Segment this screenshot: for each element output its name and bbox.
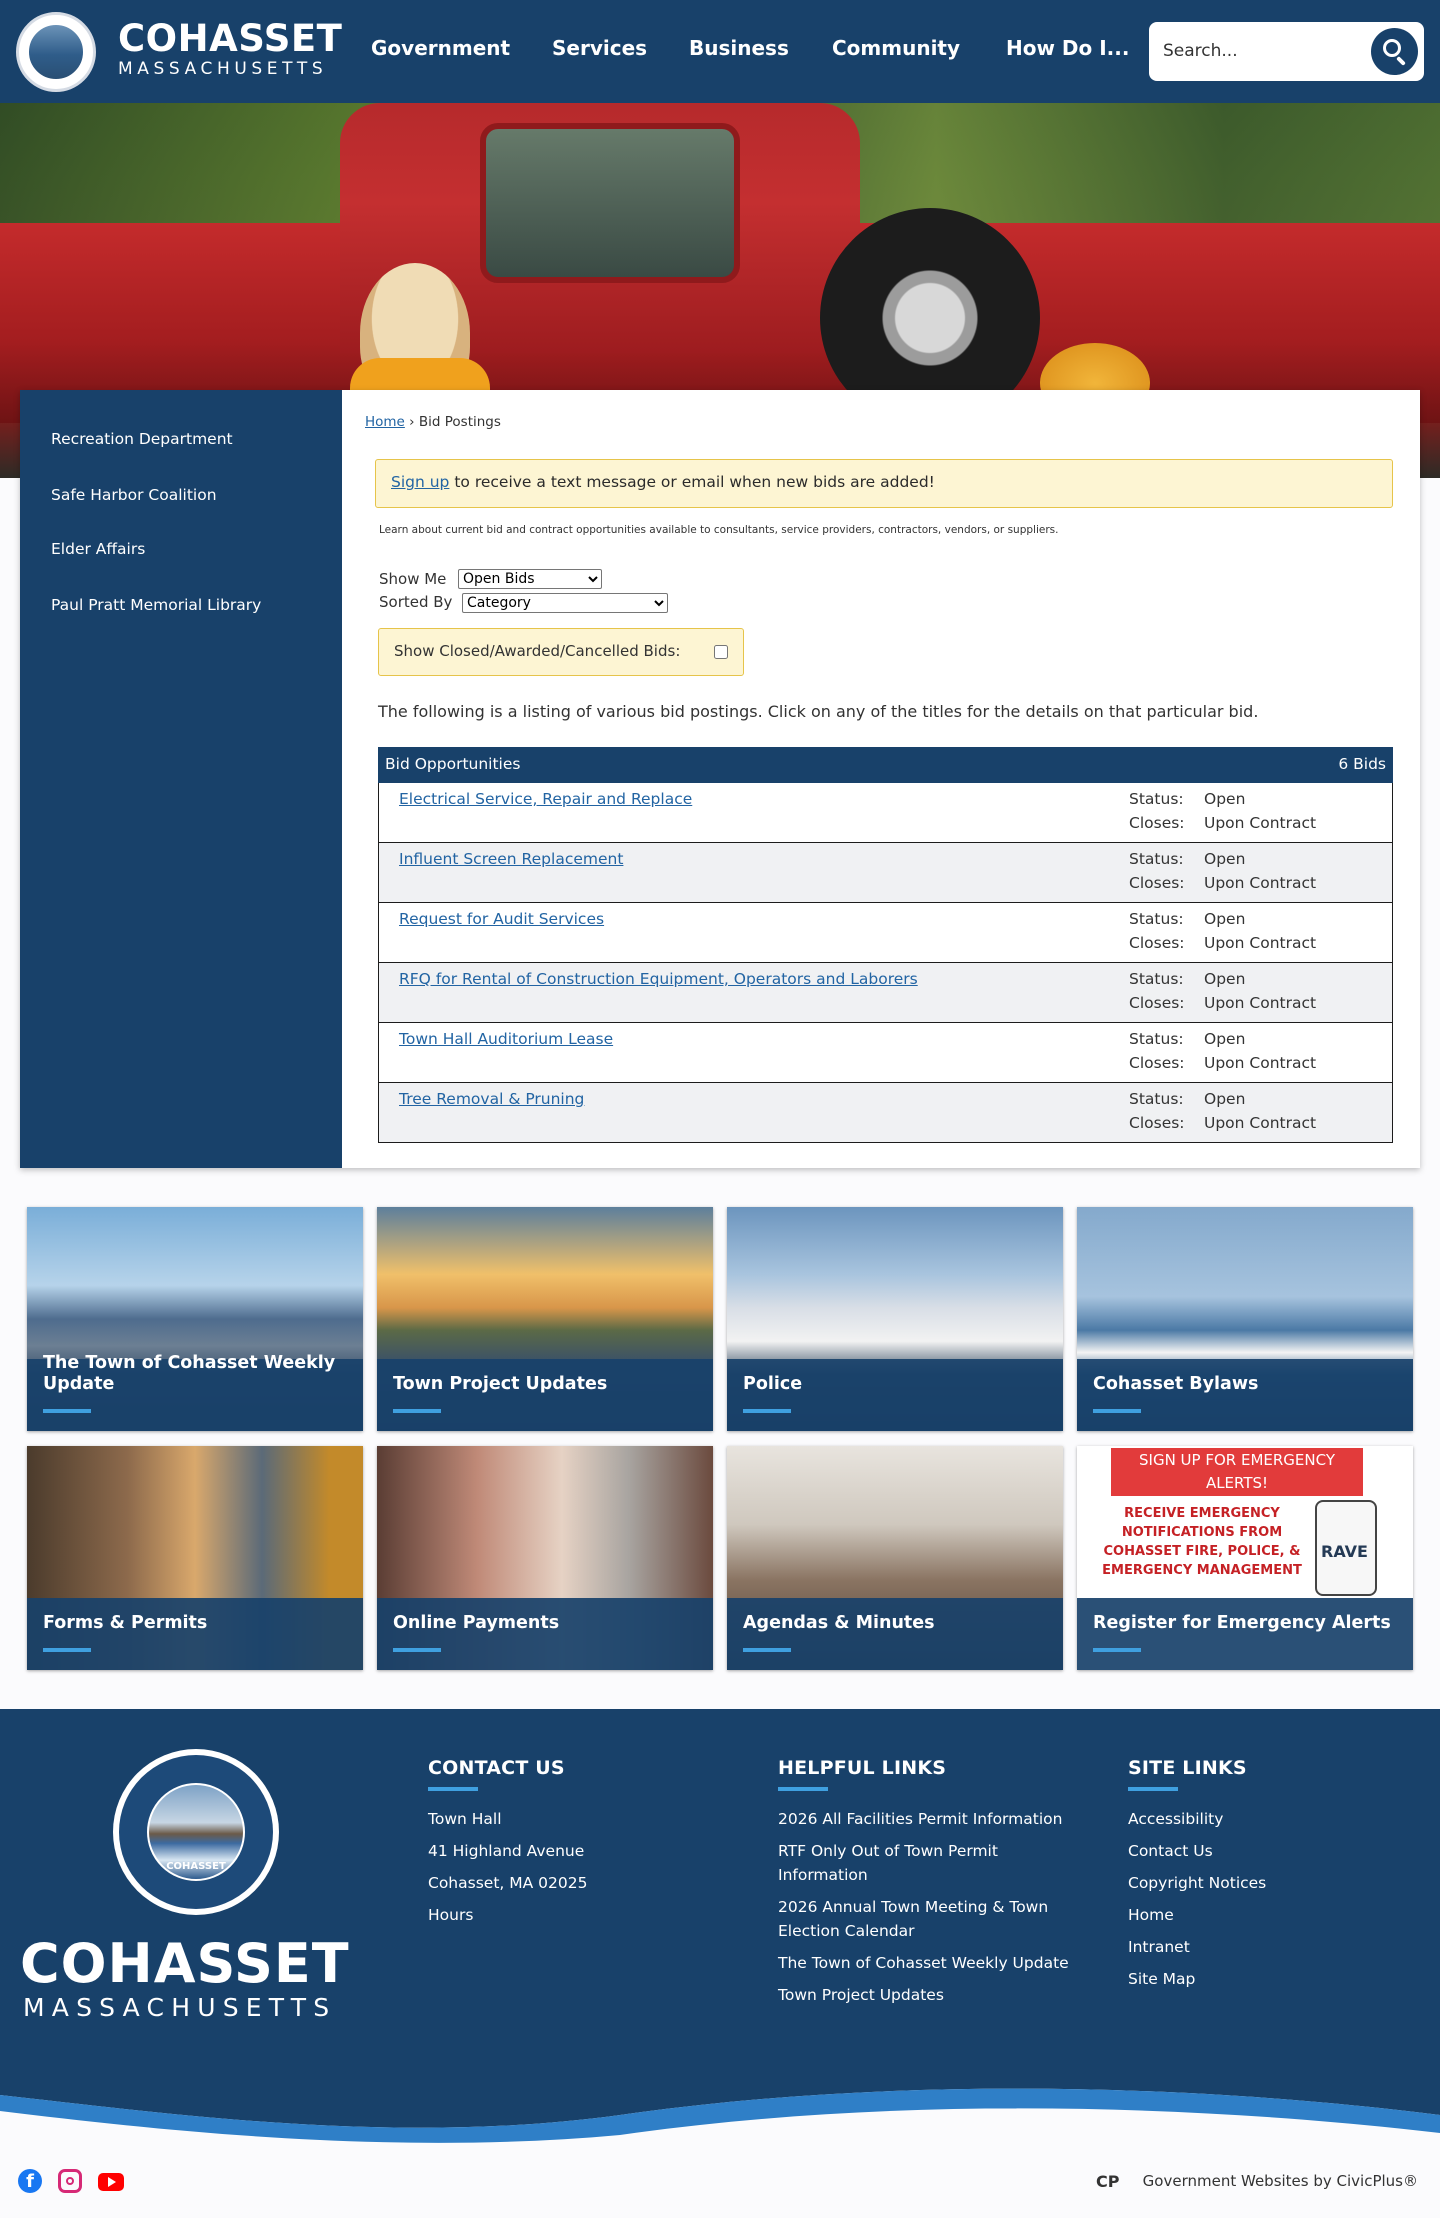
footer-wordmark xyxy=(20,1932,350,2023)
nav-community[interactable]: Community xyxy=(832,36,961,60)
breadcrumb xyxy=(365,414,501,430)
contact-line: 41 Highland Avenue xyxy=(428,1842,585,1860)
status-label: Status: xyxy=(1129,850,1184,868)
civicplus-link[interactable]: Government Websites by CivicPlus® xyxy=(1142,2172,1418,2190)
sidebar-item-safe-harbor[interactable]: Safe Harbor Coalition xyxy=(51,486,217,504)
tile-label: Forms & Permits xyxy=(43,1613,208,1633)
closes-value: Upon Contract xyxy=(1204,994,1317,1012)
status-value: Open xyxy=(1204,1030,1246,1048)
nav-business[interactable]: Business xyxy=(689,36,789,60)
bids-table xyxy=(378,747,1393,1143)
breadcrumb-current: Bid Postings xyxy=(418,414,501,430)
site-link[interactable]: Intranet xyxy=(1128,1938,1190,1956)
status-label: Status: xyxy=(1129,1030,1184,1048)
footer-wordmark-title: COHASSET xyxy=(20,1932,350,1995)
helpful-link[interactable]: The Town of Cohasset Weekly Update xyxy=(778,1954,1069,1972)
listing-description: The following is a listing of various bid postings. Click on any of the titles for the details on that particular bid. xyxy=(378,702,1259,721)
tile-label: Online Payments xyxy=(393,1613,560,1633)
closes-label: Closes: xyxy=(1129,1114,1185,1132)
show-closed-checkbox[interactable] xyxy=(714,645,728,659)
status-value: Open xyxy=(1204,970,1246,988)
show-me-select[interactable] xyxy=(458,569,602,589)
notify-text: to receive a text message or email when new bids are added! xyxy=(449,473,935,491)
bid-title-link[interactable]: Influent Screen Replacement xyxy=(399,850,624,868)
tile-label: Police xyxy=(743,1374,803,1394)
closes-label: Closes: xyxy=(1129,874,1185,892)
site-link[interactable]: Home xyxy=(1128,1906,1174,1924)
sidebar-item-library[interactable]: Paul Pratt Memorial Library xyxy=(51,596,262,614)
helpful-link[interactable]: 2026 Annual Town Meeting & Town Election Calendar xyxy=(778,1898,1049,1940)
closes-value: Upon Contract xyxy=(1204,1054,1317,1072)
table-row xyxy=(378,783,1393,843)
bid-title-link[interactable]: Town Hall Auditorium Lease xyxy=(399,1030,614,1048)
helpful-link[interactable]: Town Project Updates xyxy=(778,1986,944,2004)
alert-signup-banner: SIGN UP FOR EMERGENCY ALERTS! xyxy=(1111,1448,1363,1496)
footer-wordmark-subtitle: MASSACHUSETTS xyxy=(23,1993,337,2022)
breadcrumb-home-link[interactable]: Home xyxy=(365,414,405,430)
tile-bylaws[interactable] xyxy=(1077,1207,1413,1431)
tile-agendas-minutes[interactable] xyxy=(727,1446,1063,1670)
closes-value: Upon Contract xyxy=(1204,874,1317,892)
table-row xyxy=(378,963,1393,1023)
bids-table-title: Bid Opportunities xyxy=(385,755,521,773)
search-input[interactable] xyxy=(1163,37,1353,65)
search-button[interactable] xyxy=(1371,28,1418,75)
closes-label: Closes: xyxy=(1129,994,1185,1012)
logo-title: COHASSET xyxy=(118,17,343,60)
sidebar-item-recreation[interactable]: Recreation Department xyxy=(51,430,233,448)
table-row xyxy=(378,843,1393,903)
youtube-icon[interactable] xyxy=(98,2173,124,2191)
tile-label: Register for Emergency Alerts xyxy=(1093,1613,1391,1633)
civicplus-icon: CP xyxy=(1096,2172,1120,2191)
tile-label: Town Project Updates xyxy=(393,1374,608,1394)
show-closed-box xyxy=(378,628,744,676)
helpful-link[interactable]: 2026 All Facilities Permit Information xyxy=(778,1810,1063,1828)
search-icon xyxy=(1383,39,1401,57)
footer-seal-logo xyxy=(113,1749,279,1915)
notify-banner xyxy=(375,459,1393,508)
site-logo[interactable] xyxy=(118,19,342,79)
closes-value: Upon Contract xyxy=(1204,814,1317,832)
closes-value: Upon Contract xyxy=(1204,1114,1317,1132)
status-label: Status: xyxy=(1129,970,1184,988)
table-row xyxy=(378,1023,1393,1083)
status-value: Open xyxy=(1204,850,1246,868)
rave-logo: RAVE xyxy=(1321,1542,1368,1561)
bid-title-link[interactable]: Electrical Service, Repair and Replace xyxy=(399,790,693,808)
contact-line: Town Hall xyxy=(428,1810,502,1828)
nav-how-do-i[interactable]: How Do I... xyxy=(1006,36,1130,60)
footer-seal-text: COHASSET xyxy=(166,1861,226,1872)
tile-online-payments[interactable] xyxy=(377,1446,713,1670)
search-box xyxy=(1149,22,1424,81)
site-footer xyxy=(0,1709,1440,2109)
bid-title-link[interactable]: RFQ for Rental of Construction Equipment, Operators and Laborers xyxy=(399,970,918,988)
status-value: Open xyxy=(1204,790,1246,808)
site-link[interactable]: Contact Us xyxy=(1128,1842,1213,1860)
helpful-link[interactable]: RTF Only Out of Town Permit Information xyxy=(778,1842,998,1884)
bid-title-link[interactable]: Tree Removal & Pruning xyxy=(399,1090,585,1108)
town-seal-logo[interactable] xyxy=(16,12,96,92)
breadcrumb-separator: › xyxy=(409,414,415,430)
intro-text: Learn about current bid and contract opportunities available to consultants, service providers, contractors, vendors, or suppliers. xyxy=(379,524,1059,536)
bid-title-link[interactable]: Request for Audit Services xyxy=(399,910,605,928)
closes-label: Closes: xyxy=(1129,934,1185,952)
tile-forms-permits[interactable] xyxy=(27,1446,363,1670)
bids-table-header xyxy=(378,747,1393,783)
sign-up-link[interactable]: Sign up xyxy=(391,473,450,491)
tile-police[interactable] xyxy=(727,1207,1063,1431)
facebook-icon[interactable]: f xyxy=(18,2169,42,2193)
nav-services[interactable]: Services xyxy=(552,36,648,60)
instagram-icon[interactable] xyxy=(58,2169,82,2193)
nav-government[interactable]: Government xyxy=(371,36,511,60)
site-header xyxy=(0,0,1440,103)
status-label: Status: xyxy=(1129,790,1184,808)
show-me-label: Show Me xyxy=(379,570,447,588)
contact-line: Cohasset, MA 02025 xyxy=(428,1874,588,1892)
status-value: Open xyxy=(1204,1090,1246,1108)
sidebar-nav xyxy=(20,390,342,1168)
status-label: Status: xyxy=(1129,910,1184,928)
footer-site-links xyxy=(1128,1757,1408,1999)
closes-label: Closes: xyxy=(1129,1054,1185,1072)
sorted-by-select[interactable] xyxy=(462,593,668,613)
site-link[interactable]: Accessibility xyxy=(1128,1810,1224,1828)
tile-project-updates[interactable] xyxy=(377,1207,713,1431)
footer-helpful-links xyxy=(778,1757,1078,2015)
tile-label: The Town of Cohasset Weekly Update xyxy=(43,1353,336,1394)
status-label: Status: xyxy=(1129,1090,1184,1108)
site-link[interactable]: Copyright Notices xyxy=(1128,1874,1267,1892)
footer-contact-title: CONTACT US xyxy=(428,1757,565,1779)
bids-count: 6 Bids xyxy=(1338,755,1386,773)
show-closed-label: Show Closed/Awarded/Cancelled Bids: xyxy=(394,642,681,660)
closes-label: Closes: xyxy=(1129,814,1185,832)
logo-subtitle: MASSACHUSETTS xyxy=(118,59,328,79)
footer-site-title: SITE LINKS xyxy=(1128,1757,1247,1779)
footer-helpful-title: HELPFUL LINKS xyxy=(778,1757,947,1779)
sidebar-item-elder-affairs[interactable]: Elder Affairs xyxy=(51,540,146,558)
footer-wave xyxy=(0,2075,1440,2145)
hours-link[interactable]: Hours xyxy=(428,1906,474,1924)
content-card xyxy=(20,390,1420,1168)
tile-label: Cohasset Bylaws xyxy=(1093,1374,1259,1394)
tile-emergency-alerts[interactable] xyxy=(1077,1446,1413,1670)
main-content xyxy=(342,390,1420,1168)
tile-weekly-update[interactable] xyxy=(27,1207,363,1431)
alert-description: RECEIVE EMERGENCY NOTIFICATIONS FROM COHASSET FIRE, POLICE, & EMERGENCY MANAGEMENT xyxy=(1102,1506,1302,1578)
table-row xyxy=(378,1083,1393,1143)
footer-contact xyxy=(428,1757,728,1935)
table-row xyxy=(378,903,1393,963)
status-value: Open xyxy=(1204,910,1246,928)
bottom-bar xyxy=(0,2145,1440,2218)
sorted-by-label: Sorted By xyxy=(379,593,453,611)
tile-label: Agendas & Minutes xyxy=(743,1613,935,1633)
site-link[interactable]: Site Map xyxy=(1128,1970,1196,1988)
closes-value: Upon Contract xyxy=(1204,934,1317,952)
